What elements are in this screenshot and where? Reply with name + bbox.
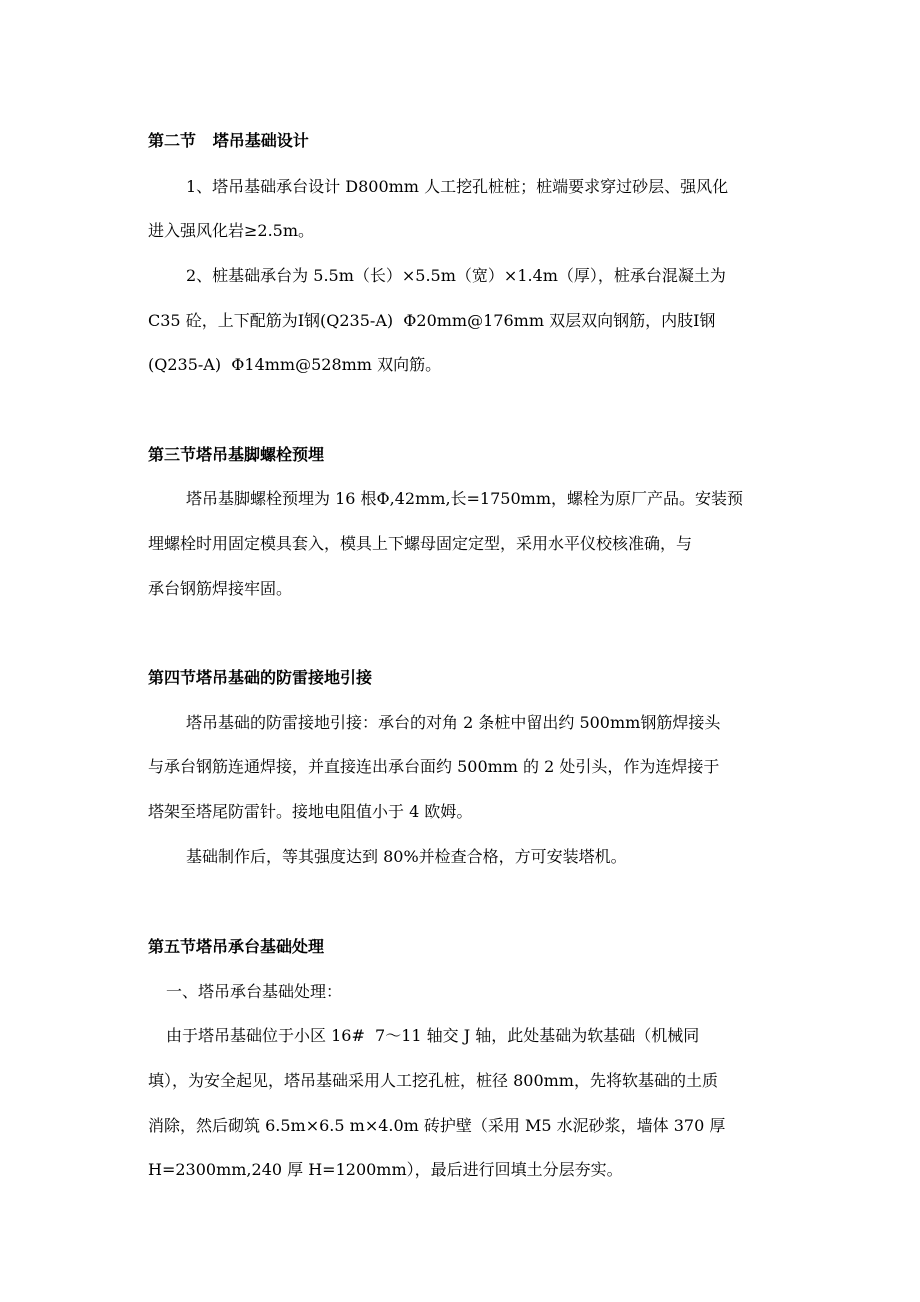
section-heading-2: 第二节 塔吊基础设计 <box>148 131 309 150</box>
section-4-line-1: 塔吊基础的防雷接地引接：承台的对角 2 条桩中留出约 500mm钢筋焊接头 <box>186 713 721 732</box>
section-3-line-1: 塔吊基脚螺栓预埋为 16 根Φ,42mm,长=1750mm，螺栓为原厂产品。安装预 <box>186 489 743 508</box>
section-2-line-2: 进入强风化岩≥2.5m。 <box>148 221 315 240</box>
section-4-line-4: 基础制作后，等其强度达到 80%并检查合格，方可安装塔机。 <box>186 847 627 866</box>
section-5-line-1: 一、塔吊承台基础处理： <box>166 982 343 1001</box>
section-2-line-5: (Q235-A) Φ14mm@528mm 双向筋。 <box>148 355 442 374</box>
section-4-line-3: 塔架至塔尾防雷针。接地电阻值小于 4 欧姆。 <box>148 802 473 821</box>
section-2-line-1: 1、塔吊基础承台设计 D800mm 人工挖孔桩桩；桩端要求穿过砂层、强风化 <box>186 177 729 196</box>
section-5-line-4: 消除，然后砌筑 6.5m×6.5 m×4.0m 砖护壁（采用 M5 水泥砂浆，墙体 370 厚 <box>148 1116 726 1135</box>
section-heading-3: 第三节塔吊基脚螺栓预埋 <box>148 445 325 464</box>
section-3-line-2: 埋螺栓时用固定模具套入，模具上下螺母固定定型，采用水平仪校核准确，与 <box>148 534 693 553</box>
section-heading-5: 第五节塔吊承台基础处理 <box>148 937 325 956</box>
section-2-line-3: 2、桩基础承台为 5.5m（长）×5.5m（宽）×1.4m（厚），桩承台混凝土为 <box>186 266 726 285</box>
section-5-line-2: 由于塔吊基础位于小区 16# 7～11 轴交 J 轴，此处基础为软基础（机械同 <box>166 1026 700 1045</box>
section-2-line-4: C35 砼，上下配筋为Ⅰ钢(Q235-A) Φ20mm@176mm 双层双向钢筋，内肢Ⅰ钢 <box>148 311 716 330</box>
section-3-line-3: 承台钢筋焊接牢固。 <box>148 579 293 598</box>
section-4-line-2: 与承台钢筋连通焊接，并直接连出承台面约 500mm 的 2 处引头，作为连焊接于 <box>148 757 720 776</box>
section-5-line-3: 填），为安全起见，塔吊基础采用人工挖孔桩，桩径 800mm，先将软基础的土质 <box>148 1071 718 1090</box>
section-5-line-5: H=2300mm,240 厚 H=1200mm），最后进行回填土分层夯实。 <box>148 1160 623 1179</box>
section-heading-4: 第四节塔吊基础的防雷接地引接 <box>148 668 373 687</box>
